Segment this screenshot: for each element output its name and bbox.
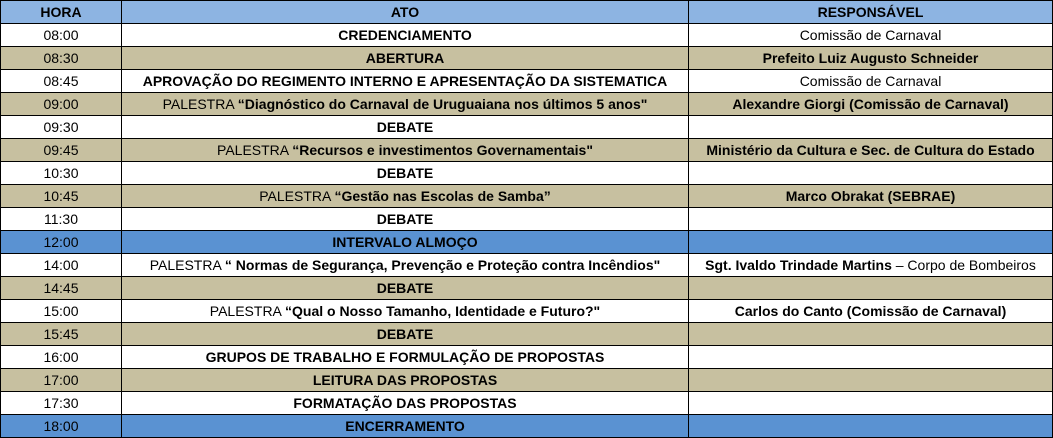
cell-responsavel <box>689 208 1053 231</box>
ato-text: “Gestão nas Escolas de Samba” <box>334 188 551 204</box>
ato-text: DEBATE <box>376 165 434 181</box>
ato-text: FORMATAÇÃO DAS PROPOSTAS <box>293 395 517 411</box>
table-row <box>1 70 1053 93</box>
ato-text: LEITURA DAS PROPOSTAS <box>312 372 498 388</box>
responsavel-suffix: – Corpo de Bombeiros <box>891 257 1036 273</box>
cell-hora: 09:30 <box>1 116 122 139</box>
cell-ato <box>122 185 689 208</box>
cell-ato <box>122 300 689 323</box>
cell-ato <box>122 346 689 369</box>
table-row <box>1 116 1053 139</box>
ato-text: CREDENCIAMENTO <box>338 27 472 43</box>
ato-text: “Recursos e investimentos Governamentais" <box>292 142 593 158</box>
cell-ato <box>122 70 689 93</box>
cell-responsavel <box>689 231 1053 254</box>
table-row <box>1 254 1053 277</box>
ato-text: “ Normas de Segurança, Prevenção e Proteção contra Incêndios" <box>224 257 661 273</box>
cell-responsavel <box>689 185 1053 208</box>
table-row <box>1 392 1053 415</box>
cell-responsavel <box>689 254 1053 277</box>
ato-prefix: PALESTRA <box>217 142 293 158</box>
cell-hora: 11:30 <box>1 208 122 231</box>
cell-ato <box>122 162 689 185</box>
ato-text: DEBATE <box>376 280 434 296</box>
responsavel-text: Ministério da Cultura e Sec. de Cultura do Estado <box>706 142 1035 158</box>
table-row <box>1 231 1053 254</box>
ato-text: DEBATE <box>376 119 434 135</box>
table-row <box>1 162 1053 185</box>
ato-prefix: PALESTRA <box>259 188 335 204</box>
ato-prefix: PALESTRA <box>149 257 225 273</box>
ato-text: “Diagnóstico do Carnaval de Uruguaiana nos últimos 5 anos" <box>237 96 648 112</box>
responsavel-text: Marco Obrakat (SEBRAE) <box>785 188 956 204</box>
cell-ato <box>122 415 689 438</box>
cell-hora: 18:00 <box>1 415 122 438</box>
cell-ato <box>122 47 689 70</box>
cell-responsavel <box>689 323 1053 346</box>
ato-text: DEBATE <box>376 211 434 227</box>
ato-prefix: PALESTRA <box>162 96 238 112</box>
cell-ato <box>122 24 689 47</box>
ato-text: GRUPOS DE TRABALHO E FORMULAÇÃO DE PROPOSTAS <box>205 349 605 365</box>
header-row <box>1 1 1053 24</box>
cell-responsavel <box>689 162 1053 185</box>
table-row <box>1 47 1053 70</box>
cell-ato <box>122 323 689 346</box>
table-row <box>1 323 1053 346</box>
cell-ato <box>122 254 689 277</box>
table-row <box>1 208 1053 231</box>
responsavel-text: Comissão de Carnaval <box>799 73 942 89</box>
cell-responsavel <box>689 93 1053 116</box>
table-row <box>1 300 1053 323</box>
table-row <box>1 185 1053 208</box>
table-row <box>1 139 1053 162</box>
cell-responsavel <box>689 415 1053 438</box>
table-row <box>1 277 1053 300</box>
cell-ato <box>122 93 689 116</box>
cell-ato <box>122 139 689 162</box>
cell-ato <box>122 208 689 231</box>
cell-hora: 16:00 <box>1 346 122 369</box>
header-ato: ATO <box>122 1 689 24</box>
cell-responsavel <box>689 47 1053 70</box>
table-row <box>1 415 1053 438</box>
cell-responsavel <box>689 300 1053 323</box>
ato-prefix: PALESTRA <box>209 303 286 319</box>
cell-responsavel <box>689 392 1053 415</box>
cell-responsavel <box>689 139 1053 162</box>
cell-responsavel <box>689 369 1053 392</box>
cell-hora: 14:00 <box>1 254 122 277</box>
ato-text: ABERTURA <box>365 50 445 66</box>
cell-hora: 09:45 <box>1 139 122 162</box>
cell-hora: 14:45 <box>1 277 122 300</box>
responsavel-text: Alexandre Giorgi (Comissão de Carnaval) <box>732 96 1009 112</box>
cell-hora: 09:00 <box>1 93 122 116</box>
cell-hora: 15:45 <box>1 323 122 346</box>
responsavel-text: Prefeito Luiz Augusto Schneider <box>762 50 979 66</box>
ato-text: “Qual o Nosso Tamanho, Identidade e Futuro?" <box>285 303 601 319</box>
ato-text: ENCERRAMENTO <box>345 418 465 434</box>
cell-hora: 15:00 <box>1 300 122 323</box>
cell-hora: 17:00 <box>1 369 122 392</box>
cell-ato <box>122 116 689 139</box>
table-row <box>1 346 1053 369</box>
table-row <box>1 369 1053 392</box>
table-row <box>1 93 1053 116</box>
ato-text: DEBATE <box>376 326 434 342</box>
header-hora: HORA <box>1 1 122 24</box>
ato-text: APROVAÇÃO DO REGIMENTO INTERNO E APRESENTAÇÃO DA SISTEMATICA <box>142 73 668 89</box>
cell-hora: 08:30 <box>1 47 122 70</box>
table-row <box>1 24 1053 47</box>
responsavel-text: Comissão de Carnaval <box>799 27 942 43</box>
cell-hora: 08:45 <box>1 70 122 93</box>
header-responsavel: RESPONSÁVEL <box>689 1 1053 24</box>
cell-ato <box>122 369 689 392</box>
cell-responsavel <box>689 346 1053 369</box>
cell-hora: 17:30 <box>1 392 122 415</box>
cell-responsavel <box>689 24 1053 47</box>
cell-hora: 08:00 <box>1 24 122 47</box>
cell-ato <box>122 392 689 415</box>
cell-ato <box>122 231 689 254</box>
cell-hora: 10:45 <box>1 185 122 208</box>
responsavel-text: Carlos do Canto (Comissão de Carnaval) <box>734 303 1007 319</box>
cell-responsavel <box>689 277 1053 300</box>
cell-hora: 10:30 <box>1 162 122 185</box>
cell-ato <box>122 277 689 300</box>
cell-responsavel <box>689 70 1053 93</box>
responsavel-text: Sgt. Ivaldo Trindade Martins <box>705 257 892 273</box>
ato-text: INTERVALO ALMOÇO <box>332 234 478 250</box>
cell-responsavel <box>689 116 1053 139</box>
cell-hora: 12:00 <box>1 231 122 254</box>
